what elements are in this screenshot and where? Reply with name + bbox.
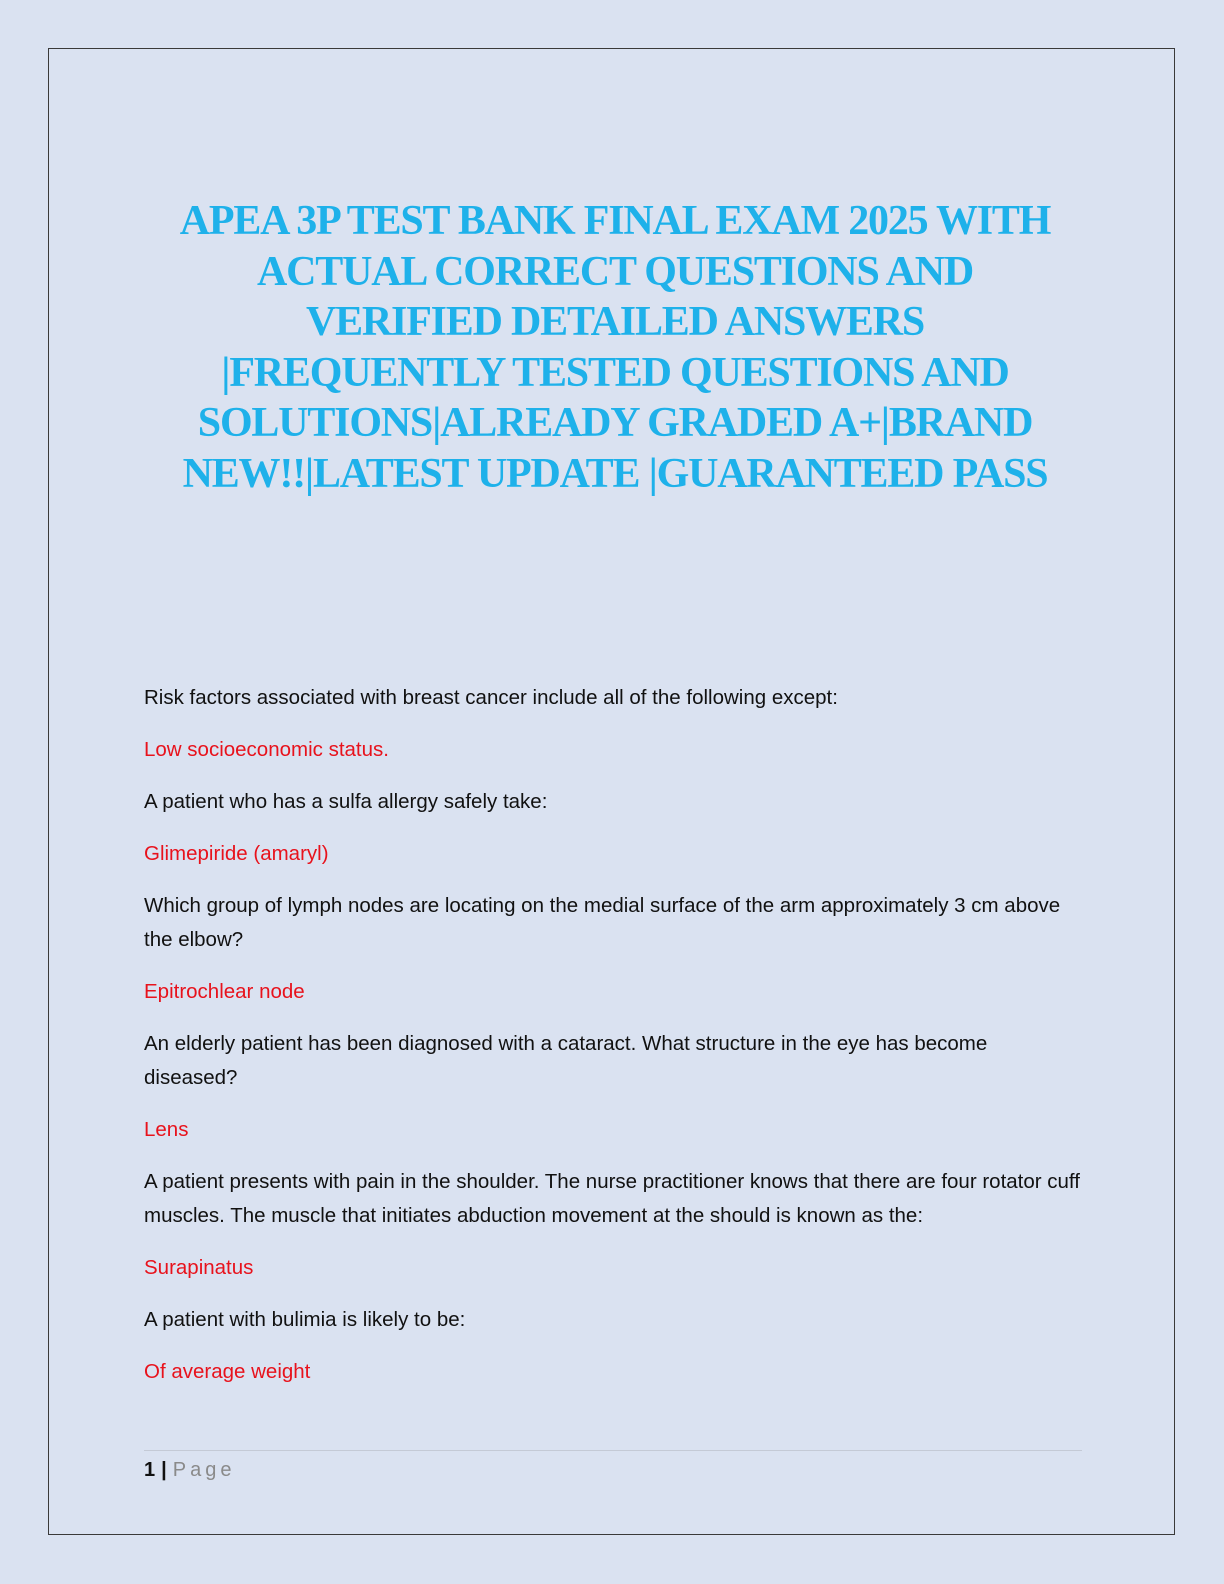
question-text: Risk factors associated with breast cancer include all of the following except: [144, 686, 838, 709]
answer-text: Epitrochlear node [144, 980, 305, 1003]
title-line: NEW!!|LATEST UPDATE |GUARANTEED PASS [182, 450, 1048, 497]
title-line: APEA 3P TEST BANK FINAL EXAM 2025 WITH [179, 198, 1051, 244]
title-line: |FREQUENTLY TESTED QUESTIONS AND [221, 349, 1009, 396]
answer-text: Lens [144, 1118, 189, 1141]
answer-text: Glimepiride (amaryl) [144, 842, 329, 865]
title-line: SOLUTIONS|ALREADY GRADED A+|BRAND [197, 400, 1033, 446]
question-text: A patient who has a sulfa allergy safely take: [144, 790, 548, 813]
question-text: A patient with bulimia is likely to be: [144, 1308, 466, 1331]
answer-text: Surapinatus [144, 1256, 254, 1279]
title-line: ACTUAL CORRECT QUESTIONS AND [257, 248, 973, 295]
page-footer [144, 1456, 235, 1484]
question-text: An elderly patient has been diagnosed with a cataract. What structure in the eye has become diseased? [144, 1032, 988, 1089]
page-label: Page [172, 1459, 236, 1481]
qa-list [144, 681, 1084, 1407]
document-title [140, 196, 1090, 499]
answer-text: Of average weight [144, 1360, 311, 1383]
title-line: VERIFIED DETAILED ANSWERS [305, 299, 925, 345]
question-text: A patient presents with pain in the shoulder. The nurse practitioner knows that there are four rotator cuff muscles. The muscle that initiates abduction movement at the should is known as the: [144, 1170, 1080, 1227]
footer-divider [144, 1450, 1082, 1451]
question-text: Which group of lymph nodes are locating on the medial surface of the arm approximately 3 cm above the elbow? [144, 894, 1061, 951]
page-number: 1 [144, 1459, 156, 1481]
footer-separator: | [161, 1459, 167, 1481]
answer-text: Low socioeconomic status. [144, 738, 389, 761]
